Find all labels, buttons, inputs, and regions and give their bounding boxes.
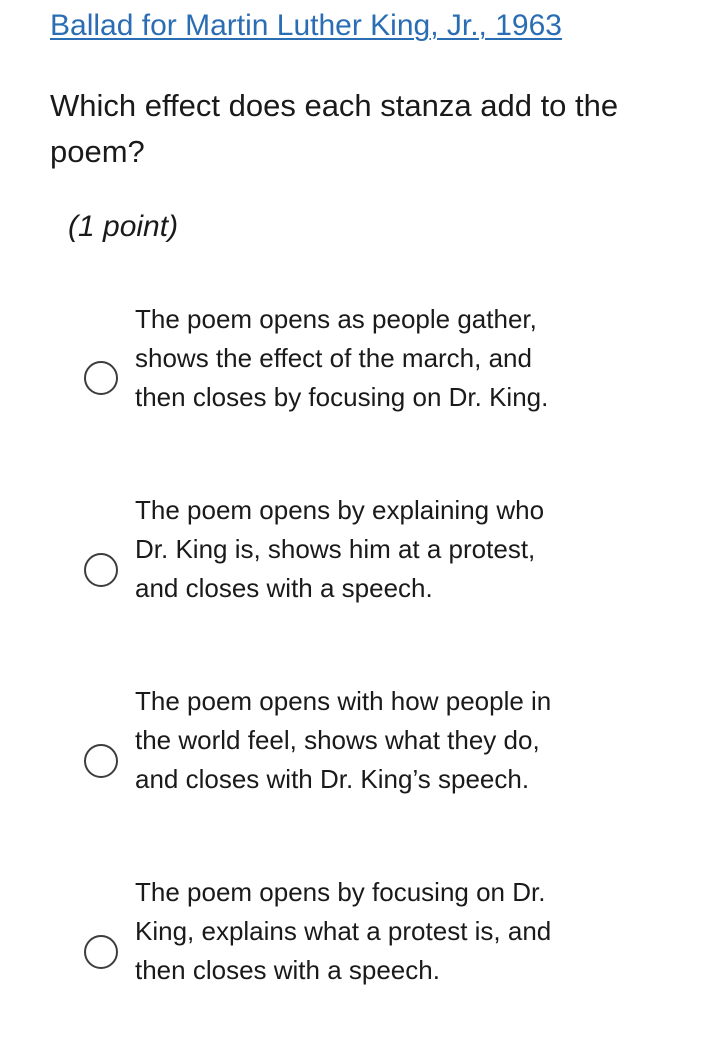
answer-choice-text: The poem opens with how people in the world feel, shows what they do, and closes with Dr. King’s speech. [135,686,552,794]
radio-button[interactable] [84,553,118,587]
radio-button[interactable] [84,935,118,969]
answer-choice-text: The poem opens as people gather, shows the effect of the march, and then closes by focusing on Dr. King. [135,304,549,412]
answer-choice-text: The poem opens by focusing on Dr. King, explains what a protest is, and then closes with a speech. [135,877,552,985]
points-label: (1 point) [68,210,179,243]
radio-button[interactable] [84,744,118,778]
radio-button[interactable] [84,361,118,395]
question-prompt: Which effect does each stanza add to the poem? [50,88,619,169]
answer-choice-text: The poem opens by explaining who Dr. King is, shows him at a protest, and closes with a speech. [135,495,545,603]
poem-title-link[interactable]: Ballad for Martin Luther King, Jr., 1963 [50,9,562,42]
